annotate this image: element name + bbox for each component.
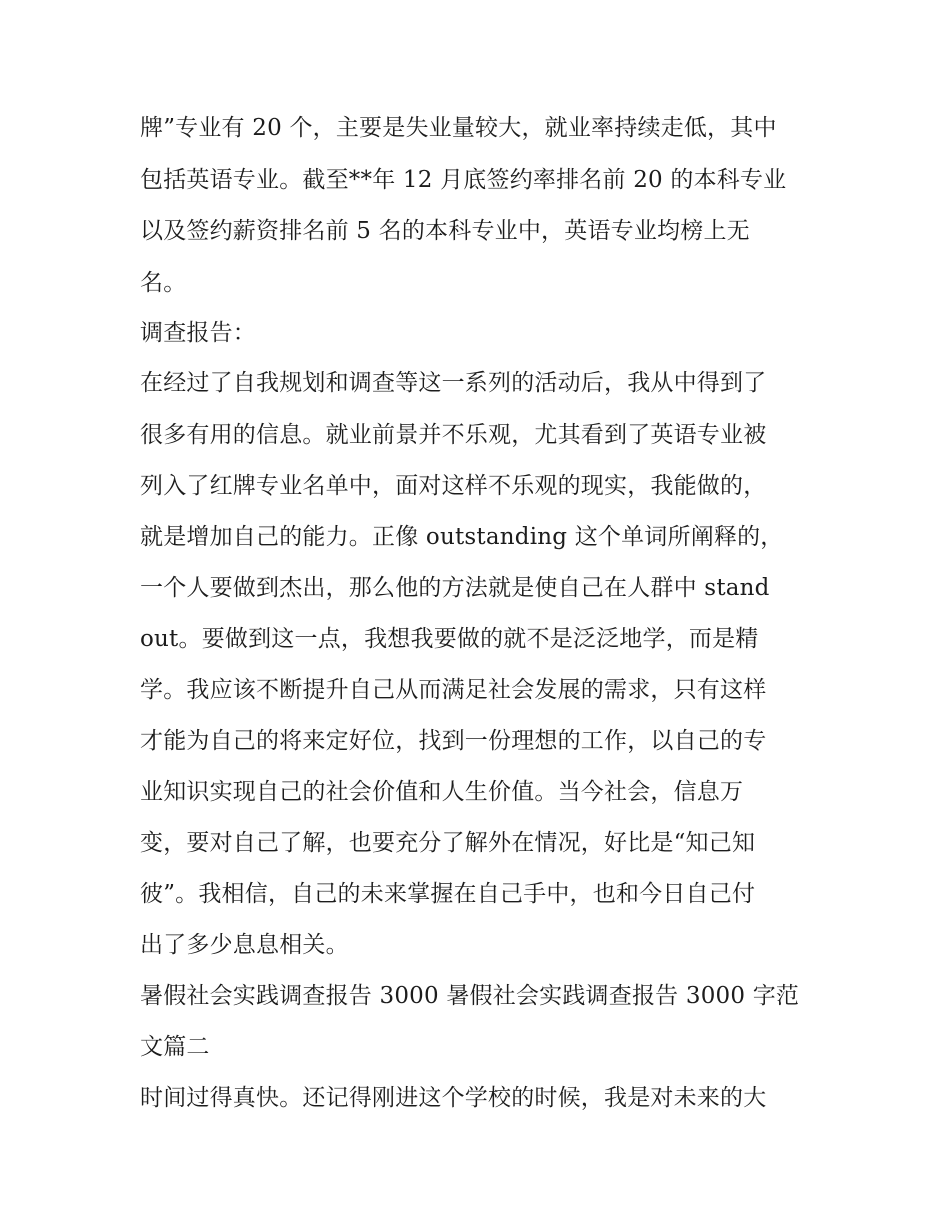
text-line: 在经过了自我规划和调查等这一系列的活动后，我从中得到了 — [140, 370, 767, 396]
text-line: 一个人要做到杰出，那么他的方法就是使自己在人群中 stand — [140, 575, 770, 601]
article-title: 文篇二 — [140, 1034, 210, 1060]
text-line: out。要做到这一点，我想我要做的就不是泛泛地学，而是精 — [140, 626, 759, 652]
text-line: 包括英语专业。截至**年 12 月底签约率排名前 20 的本科专业 — [140, 167, 787, 193]
text-line: 学。我应该不断提升自己从而满足社会发展的需求，只有这样 — [140, 677, 767, 703]
text-line: 变，要对自己了解，也要充分了解外在情况，好比是“知己知 — [140, 830, 756, 856]
text-line: 列入了红牌专业名单中，面对这样不乐观的现实，我能做的， — [140, 473, 767, 499]
text-line: 名。 — [140, 270, 187, 296]
text-line: 出了多少息息相关。 — [140, 932, 349, 958]
text-line: 彼”。我相信，自己的未来掌握在自己手中，也和今日自己付 — [140, 881, 756, 907]
text-line: 很多有用的信息。就业前景并不乐观，尤其看到了英语专业被 — [140, 422, 767, 448]
text-line: 牌”专业有 20 个，主要是失业量较大，就业率持续走低，其中 — [140, 115, 777, 141]
text-line: 以及签约薪资排名前 5 名的本科专业中，英语专业均榜上无 — [140, 218, 750, 244]
section-heading: 调查报告： — [140, 320, 256, 346]
article-title: 暑假社会实践调查报告 3000 暑假社会实践调查报告 3000 字范 — [140, 983, 800, 1009]
text-line: 才能为自己的将来定好位，找到一份理想的工作，以自己的专 — [140, 728, 767, 754]
text-line: 就是增加自己的能力。正像 outstanding 这个单词所阐释的， — [140, 524, 784, 550]
text-line: 业知识实现自己的社会价值和人生价值。当今社会，信息万 — [140, 779, 744, 805]
text-line: 时间过得真快。还记得刚进这个学校的时候，我是对未来的大 — [140, 1085, 767, 1111]
